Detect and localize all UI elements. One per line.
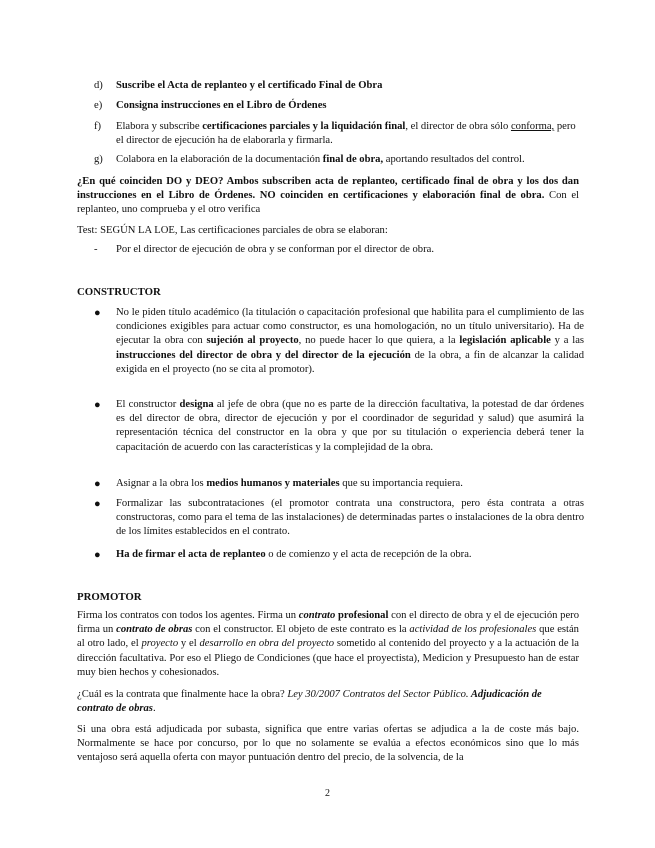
section-heading-constructor: CONSTRUCTOR	[77, 286, 161, 298]
test-note: Test: SEGÚN LA LOE, Las certificaciones parciales de obra se elaboran:	[77, 225, 388, 236]
list-item	[94, 120, 584, 148]
promotor-question: ¿Cuál es la contrata que finalmente hace la obra? Ley 30/2007 Contratos del Sector Público. Adjudicación de contrato de obras.	[77, 689, 542, 715]
list-item	[94, 153, 584, 167]
list-marker: e)	[94, 100, 103, 111]
test-answer	[94, 243, 584, 257]
bullet-icon: ●	[94, 498, 101, 510]
bullet-text: Ha de firmar el acta de replanteo o de comienzo y el acta de recepción de la obra.	[116, 549, 472, 560]
bullet-icon: ●	[94, 399, 101, 411]
page-number: 2	[325, 788, 330, 799]
list-item	[94, 477, 584, 491]
bullet-text: Asignar a la obra los medios humanos y materiales que su importancia requiera.	[116, 478, 463, 489]
list-item-text: Consigna instrucciones en el Libro de Órdenes	[116, 100, 327, 111]
list-item-text: Suscribe el Acta de replanteo y el certificado Final de Obra	[116, 80, 383, 91]
bullet-text: No le piden título académico (la titulación o capacitación profesional que habilita para el cumplimiento de las condiciones exigibles para actuar como constructor, es una homologación, no un título universitario). Ha de ejecutar la obra con sujeción al proyecto, no puede hacer lo que quiera, a la legislación aplicable y a las instrucciones del director de obra y del director de la ejecución de la obra, a fin de alcanzar la calidad exigida en el proyecto (no se cita al promotor).	[116, 307, 585, 375]
list-item-text: Elabora y subscribe certificaciones parciales y la liquidación final, el director de obra sólo conforma, pero el director de ejecución ha de elaborarla y firmarla.	[116, 121, 576, 147]
list-item	[94, 99, 584, 113]
test-answer-text: Por el director de ejecución de obra y se conforman por el director de obra.	[116, 244, 434, 255]
section-heading-promotor: PROMOTOR	[77, 591, 142, 603]
list-marker: g)	[94, 154, 103, 165]
list-item	[94, 497, 584, 540]
list-item-text: Colabora en la elaboración de la documentación final de obra, aportando resultados del control.	[116, 154, 525, 165]
bullet-text: Formalizar las subcontrataciones (el promotor contrata una constructora, pero ésta contrata a otras constructoras, como para el tema de las instalaciones) de determinadas partes o instalaciones de la obra dentro de los límites establecidos en el contrato.	[116, 498, 584, 538]
list-marker: f)	[94, 121, 102, 132]
question-do-deo: ¿En qué coinciden DO y DEO? Ambos subscriben acta de replanteo, certificado final de obra y los dos dan instrucciones en el Libro de Órdenes. NO coinciden en certificaciones y elaboración final de obra. Con el replanteo, uno comprueba y el otro verifica	[77, 176, 579, 216]
list-item	[94, 79, 584, 93]
dash-marker: -	[94, 244, 98, 255]
promotor-paragraph: Firma los contratos con todos los agentes. Firma un contrato profesional con el directo de obra y el de ejecución pero firma un contrato de obras con el constructor. El objeto de este contrato es la actividad de los profesionales que están al otro lado, el proyecto y el desarrollo en obra del proyecto sometido al contenido del proyecto y a la actuación de la dirección facultativa. Por eso el Pliego de Condiciones (que hace el proyectista), Medicion y Presupuesto han de estar muy bien hechos y cohesionados.	[77, 610, 580, 678]
bullet-icon: ●	[94, 549, 101, 561]
bullet-icon: ●	[94, 478, 101, 490]
list-item	[94, 306, 584, 377]
promotor-paragraph-subasta: Si una obra está adjudicada por subasta, significa que entre varias ofertas se adjudica a la de coste más bajo. Normalmente se hace por concurso, por lo que no solamente se evalúa a efectos económicos sino que lo más ventajoso será aquella oferta con mayor puntuación dentro del precio, de la solvencia, de la	[77, 724, 579, 764]
list-marker: d)	[94, 80, 103, 91]
bullet-text: El constructor designa al jefe de obra (que no es parte de la dirección facultativa, la potestad de dar órdenes es del director de obra, director de ejecución y por el coordinador de seguridad y salud) que asumirá la representación técnica del constructor en la obra y que por su titulación o experiencia deberá tener la capacitación de acuerdo con las características y la complejidad de la obra.	[116, 399, 584, 453]
list-item	[94, 398, 584, 455]
bullet-icon: ●	[94, 307, 101, 319]
list-item	[94, 548, 584, 562]
